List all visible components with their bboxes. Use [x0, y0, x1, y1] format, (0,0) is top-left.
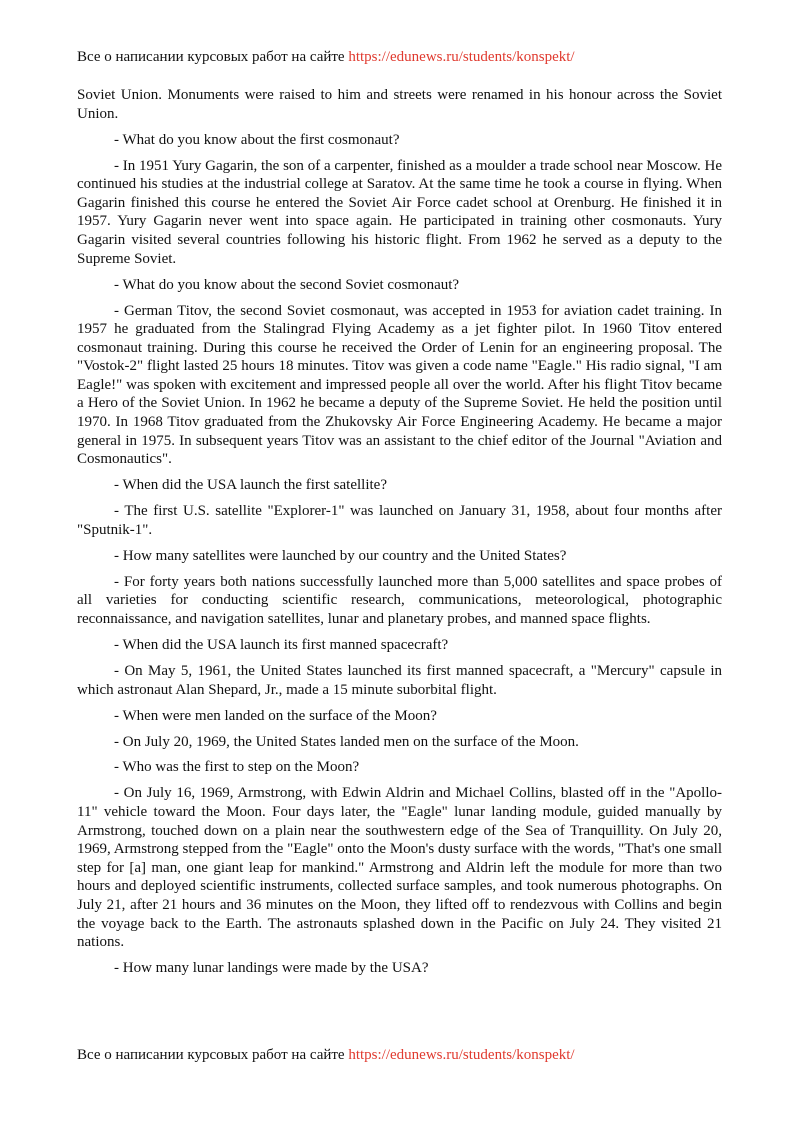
answer: - On July 20, 1969, the United States landed men on the surface of the Moon. [114, 733, 579, 750]
footer-link[interactable]: https://edunews.ru/students/konspekt/ [348, 1047, 575, 1063]
question: - What do you know about the first cosmonaut? [114, 131, 400, 148]
question: - How many lunar landings were made by the USA? [114, 960, 429, 977]
paragraph: Soviet Union. Monuments were raised to him and streets were renamed in his honour across the Soviet Union. [77, 87, 722, 122]
question: - How many satellites were launched by our country and the United States? [114, 547, 567, 564]
header-link[interactable]: https://edunews.ru/students/konspekt/ [348, 49, 575, 65]
question: - When were men landed on the surface of the Moon? [114, 707, 437, 724]
answer: - On May 5, 1961, the United States launched its first manned spacecraft, a "Mercury" capsule in which astronaut Alan Shepard, Jr., made a 15 minute suborbital flight. [77, 662, 722, 698]
page-footer [77, 1046, 575, 1065]
question: - Who was the first to step on the Moon? [114, 759, 360, 776]
question: - What do you know about the second Soviet cosmonaut? [114, 276, 460, 293]
answer: - In 1951 Yury Gagarin, the son of a carpenter, finished as a moulder a trade school near Moscow. He continued his studies at the industrial college at Saratov. At the same time he took a course in flying. When Gagarin finished this course he entered the Soviet Air Force cadet school at Orenburg. He finished it in 1957. Yury Gagarin never went into space again. He participated in training other cosmonauts. Yury Gagarin visited several countries following his historic flight. From 1962 he served as a deputy to the Supreme Soviet. [77, 157, 722, 267]
document-body [77, 86, 722, 985]
footer-text: Все о написании курсовых работ на сайте [77, 1047, 349, 1063]
answer: - For forty years both nations successfully launched more than 5,000 satellites and space probes of all varieties for conducting scientific research, communications, meteorological, photographic reconnaissance, and navigation satellites, lunar and planetary probes, and manned space flights. [77, 573, 722, 627]
page-header [77, 48, 575, 67]
header-text: Все о написании курсовых работ на сайте [77, 49, 349, 65]
answer: - The first U.S. satellite "Explorer-1" was launched on January 31, 1958, about four months after "Sputnik-1". [77, 503, 722, 538]
answer: - On July 16, 1969, Armstrong, with Edwin Aldrin and Michael Collins, blasted off in the "Apollo-11" vehicle toward the Moon. Four days later, the "Eagle" lunar landing module, guided manually by Armstrong, touched down on a plain near the southwestern edge of the Sea of Tranquillity. On July 20, 1969, Armstrong stepped from the "Eagle" onto the Moon's dusty surface with the words, "That's one small step for [a] man, one giant leap for mankind." Armstrong and Aldrin left the module for more than two hours and deployed scientific instruments, collected surface samples, and took numerous photographs. On July 21, after 21 hours and 36 minutes on the Moon, they lifted off to rendezvous with Collins and begin the voyage back to the Earth. The astronauts splashed down in the Pacific on July 24. They visited 21 nations. [77, 785, 722, 951]
answer: - German Titov, the second Soviet cosmonaut, was accepted in 1953 for aviation cadet training. In 1957 he graduated from the Stalingrad Flying Academy as a jet fighter pilot. In 1960 Titov entered cosmonaut training. During this course he received the Order of Lenin for an engineering proposal. The "Vostok-2" flight lasted 25 hours 18 minutes. Titov was given a code name "Eagle." His radio signal, "I am Eagle!" was spoken with excitement and impressed people all over the world. After his flight Titov became a Hero of the Soviet Union. In 1962 he became a deputy of the Supreme Soviet. He held the position until 1970. In 1968 Titov graduated from the Zhukovsky Air Force Engineering Academy. He became a major general in 1975. In subsequent years Titov was an assistant to the chief editor of the Journal "Aviation and Cosmonautics". [77, 302, 722, 468]
question: - When did the USA launch the first satellite? [114, 477, 387, 494]
question: - When did the USA launch its first manned spacecraft? [114, 636, 449, 653]
